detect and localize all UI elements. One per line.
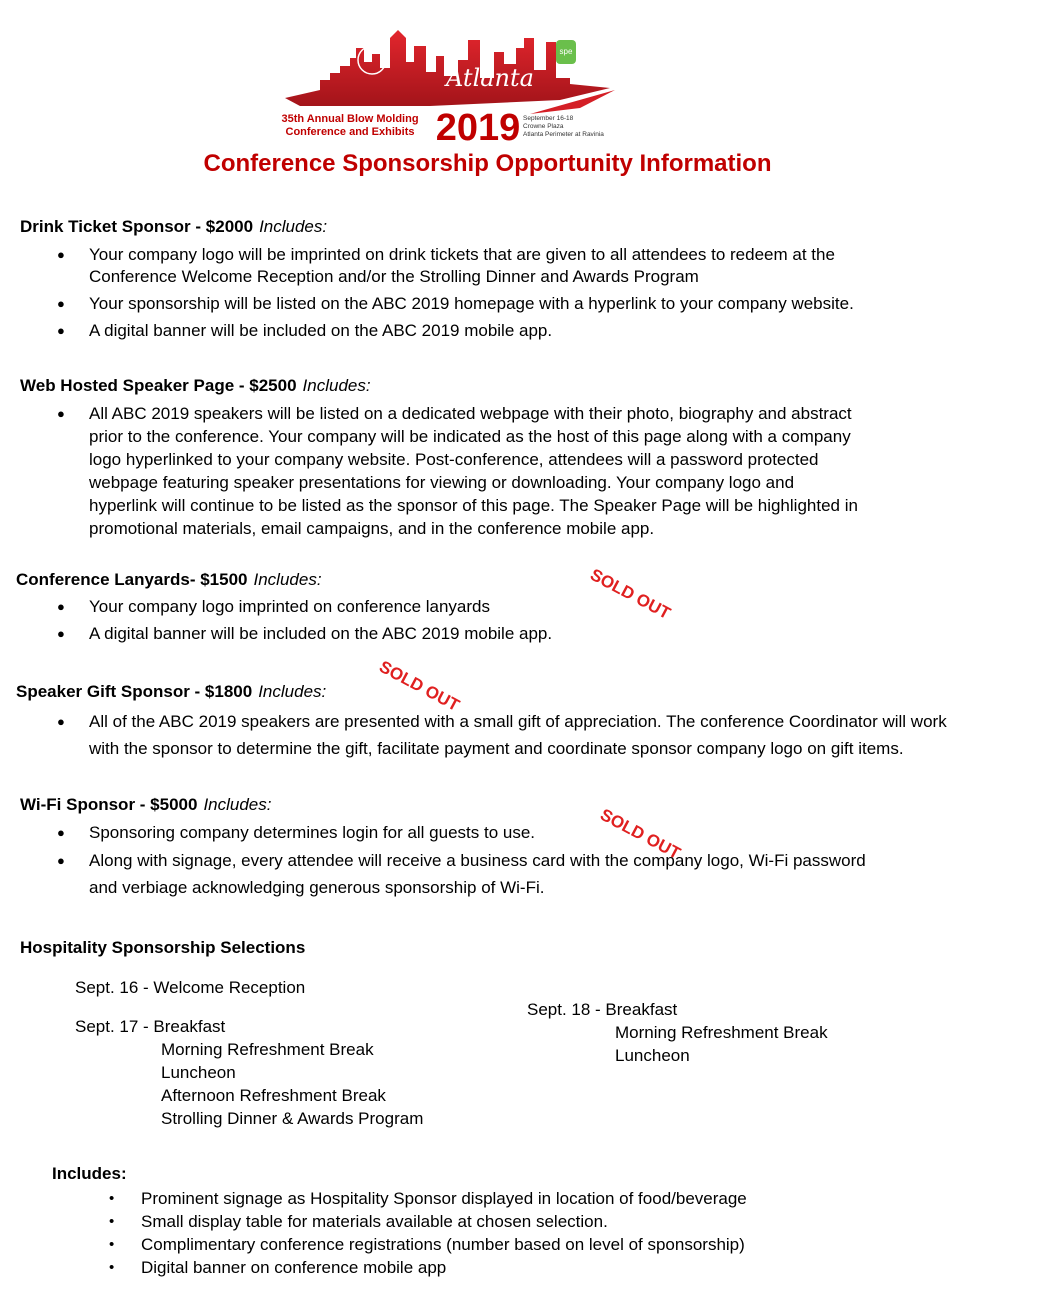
svg-text:Crowne Plaza: Crowne Plaza [523,123,564,130]
speaker-page-heading: Web Hosted Speaker Page - $2500 Includes: [20,376,371,395]
svg-text:Atlanta Perimeter at Ravinia: Atlanta Perimeter at Ravinia [523,131,604,138]
list-item: ● Sponsoring company determines login for all guests to use. [57,823,536,842]
sept17-items: Morning Refreshment Break Luncheon Afternoon Refreshment Break Strolling Dinner & Awards Program [161,1040,424,1128]
speaker-gift-heading: Speaker Gift Sponsor - $1800 Includes: [16,682,327,701]
sold-out-stamp: SOLD OUT [376,657,463,716]
speaker-gift-description: ● All of the ABC 2019 speakers are presented with a small gift of appreciation. The conference Coordinator will work with the sponsor to determine the gift, facilitate payment and coordinate sponsor company logo on gift items. [57,712,947,758]
sept18-items: Morning Refreshment Break Luncheon [615,1023,828,1065]
includes-heading: Includes: [52,1164,127,1183]
hospitality-heading: Hospitality Sponsorship Selections [20,938,306,957]
wifi-heading: Wi-Fi Sponsor - $5000 Includes: [20,795,272,814]
speaker-page-description: ● All ABC 2019 speakers will be listed on a dedicated webpage with their photo, biography and abstract prior to the conference. Your company will be indicated as the host of this page along with a company logo hyperlinked to your company website. Post-conference, attendees will a password protected webpage featuring speaker presentations for viewing or downloading. Your company logo and hyperlink will continue to be listed as the sponsor of this page. The Speaker Page will be highlighted in promotional materials, email campaigns, and in the conference mobile app. [57,404,858,538]
list-item: ● Your company logo will be imprinted on drink tickets that are given to all attendees to redeem at the [57,245,835,264]
svg-text:Conference and Exhibits: Conference and Exhibits [285,126,415,138]
list-item: ● Your sponsorship will be listed on the ABC 2019 homepage with a hyperlink to your company website. [57,294,854,313]
svg-text:spe: spe [559,47,573,56]
page-title: Conference Sponsorship Opportunity Information [203,150,772,177]
sold-out-stamp: SOLD OUT [597,805,684,864]
sold-out-stamp: SOLD OUT [587,565,674,624]
svg-text:35th Annual Blow Molding: 35th Annual Blow Molding [281,113,419,125]
conference-logo [280,18,620,146]
svg-text:2019: 2019 [435,107,521,146]
includes-list: • Prominent signage as Hospitality Sponsor displayed in location of food/beverage • Small display table for materials available at chosen selection. • Complimentary conference registrations (number based on level of sponsorship) • Digital banner on conference mobile app [109,1189,747,1277]
list-item: ● A digital banner will be included on the ABC 2019 mobile app. [57,624,553,643]
svg-text:Atlanta: Atlanta [446,64,534,92]
lanyards-heading: Conference Lanyards- $1500 Includes: [16,570,322,589]
list-item: ● A digital banner will be included on the ABC 2019 mobile app. [57,321,553,340]
sept17-label: Sept. 17 - Breakfast [75,1017,226,1036]
svg-text:September 16-18: September 16-18 [523,115,574,122]
list-item-continued: and verbiage acknowledging generous sponsorship of Wi-Fi. [89,878,545,897]
list-item: ● Your company logo imprinted on conference lanyards [57,597,491,616]
list-item-continued: Conference Welcome Reception and/or the Strolling Dinner and Awards Program [89,267,699,286]
sept16-item: Sept. 16 - Welcome Reception [75,978,306,997]
drink-ticket-heading: Drink Ticket Sponsor - $2000 Includes: [20,217,328,236]
sept18-label: Sept. 18 - Breakfast [527,1000,678,1019]
atlanta-skyline-logo [280,18,620,146]
list-item: ● Along with signage, every attendee will receive a business card with the company logo, Wi-Fi password [57,851,866,870]
